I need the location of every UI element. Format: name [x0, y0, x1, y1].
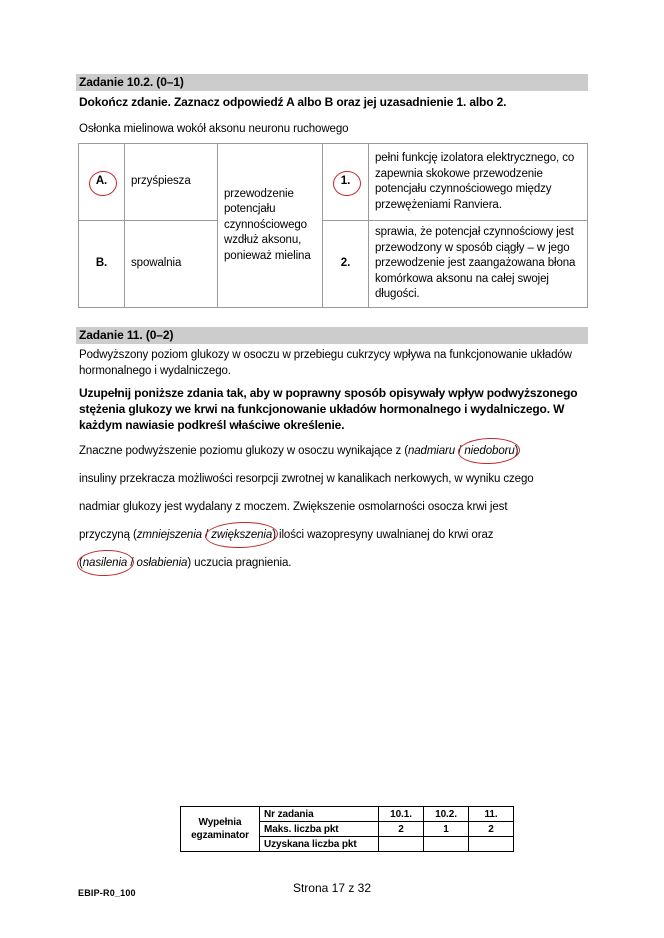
option-a-text[interactable]: przyśpiesza [125, 144, 218, 221]
table-row [79, 221, 588, 308]
option-a-marker [94, 174, 109, 190]
score-row-head-task-number: Nr zadania [260, 807, 379, 822]
justification-1-text[interactable]: pełni funkcję izolatora elektrycznego, co zapewnia skokowe przewodzenie potencjału czynnościowego między przewężeniami Ranviera. [369, 144, 588, 221]
justification-1-marker [339, 174, 352, 190]
max-points-task-10-2: 1 [424, 822, 469, 837]
option-b-text[interactable]: spowalnia [125, 221, 218, 308]
answer-line-5-text-b: ) uczucia pragnienia. [187, 557, 292, 569]
answer-line-1-text-b: ) [514, 445, 519, 457]
answer-line-4-text-a: przyczyną ( [79, 529, 137, 541]
answer-line-5-text-a: ( [79, 557, 83, 569]
table-row [79, 144, 588, 221]
obtained-points-task-10-2[interactable] [424, 837, 469, 852]
option-a-cell[interactable] [79, 144, 125, 221]
answer-line-5-separator: / [127, 557, 137, 569]
answer-line-1-text-a: Znaczne podwyższenie poziomu glukozy w osoczu wynikające z ( [79, 445, 408, 457]
max-points-task-11: 2 [469, 822, 514, 837]
justification-1-cell[interactable] [323, 144, 369, 221]
examiner-label-line-1: Wypełnia [198, 817, 242, 828]
answer-line-4-option-1[interactable]: zmniejszenia [136, 529, 202, 541]
task-11-answer-line-5 [79, 555, 609, 571]
score-row-head-obtained-points: Uzyskana liczba pkt [260, 837, 379, 852]
examiner-label-cell [181, 807, 260, 852]
max-points-task-10-1: 2 [379, 822, 424, 837]
task-11-intro: Podwyższony poziom glukozy w osoczu w przebiegu cukrzycy wpływa na funkcjonowanie układów hormonalnego i wydalniczego. [79, 349, 572, 377]
obtained-points-task-10-1[interactable] [379, 837, 424, 852]
task-10-2-answer-table [78, 143, 588, 308]
answer-line-4-option-2-circled[interactable]: zwiększenia [211, 529, 273, 541]
examiner-score-table [180, 806, 514, 852]
footer-sheet-code: EBIP-R0_100 [78, 888, 136, 898]
answer-line-1-option-2-circled[interactable]: niedoboru [464, 445, 515, 457]
score-cell-task-10-2: 10.2. [424, 807, 469, 822]
justification-2-text[interactable]: sprawia, że potencjał czynnościowy jest przewodzony w sposób ciągły – w jego przewodzenie jest zaangażowana błona komórkowa aksonu na całej swojej długości. [369, 221, 588, 308]
obtained-points-task-11[interactable] [469, 837, 514, 852]
answer-stem-cell: przewodzenie potencjału czynnościowego wzdłuż aksonu, ponieważ mielina [218, 144, 323, 308]
task-11-answer-line-1 [79, 443, 609, 459]
option-b-cell[interactable]: B. [79, 221, 125, 308]
examiner-label-line-2: egzaminator [191, 830, 249, 841]
answer-line-5-option-2[interactable]: osłabienia [136, 557, 188, 569]
task-11-answer-line-4 [79, 527, 609, 543]
task-11-answer-line-3: nadmiar glukozy jest wydalany z moczem. Zwiększenie osmolarności osocza krwi jest [79, 501, 508, 513]
task-11-header-band: Zadanie 11. (0–2) [76, 327, 588, 344]
score-row-head-max-points: Maks. liczba pkt [260, 822, 379, 837]
justification-1-label: 1. [340, 175, 351, 188]
footer-page-number: Strona 17 z 32 [292, 881, 372, 895]
task-11-answer-line-2: insuliny przekracza możliwości resorpcji zwrotnej w kanalikach nerkowych, w wyniku czego [79, 473, 534, 485]
answer-line-1-option-1[interactable]: nadmiaru [407, 445, 456, 457]
answer-line-1-separator: / [455, 445, 465, 457]
task-10-2-header-band: Zadanie 10.2. (0–1) [76, 74, 588, 91]
score-cell-task-10-1: 10.1. [379, 807, 424, 822]
task-11-instruction: Uzupełnij poniższe zdania tak, aby w poprawny sposób opisywały wpływ podwyższonego stężenia glukozy we krwi na funkcjonowanie układów hormonalnego i wydalniczego. W każdym nawiasie podkreśl właściwe określenie. [79, 386, 578, 432]
justification-2-cell[interactable]: 2. [323, 221, 369, 308]
answer-line-5-option-1-circled[interactable]: nasilenia [82, 557, 128, 569]
table-row [181, 807, 514, 822]
option-a-label: A. [95, 175, 108, 188]
answer-line-4-text-b: ) ilości wazopresyny uwalnianej do krwi oraz [272, 529, 494, 541]
score-cell-task-11: 11. [469, 807, 514, 822]
task-10-2-instruction: Dokończ zdanie. Zaznacz odpowiedź A albo B oraz jej uzasadnienie 1. albo 2. [79, 95, 507, 109]
task-10-2-lead-in: Osłonka mielinowa wokół aksonu neuronu ruchowego [79, 123, 349, 135]
answer-line-4-separator: / [201, 529, 212, 541]
